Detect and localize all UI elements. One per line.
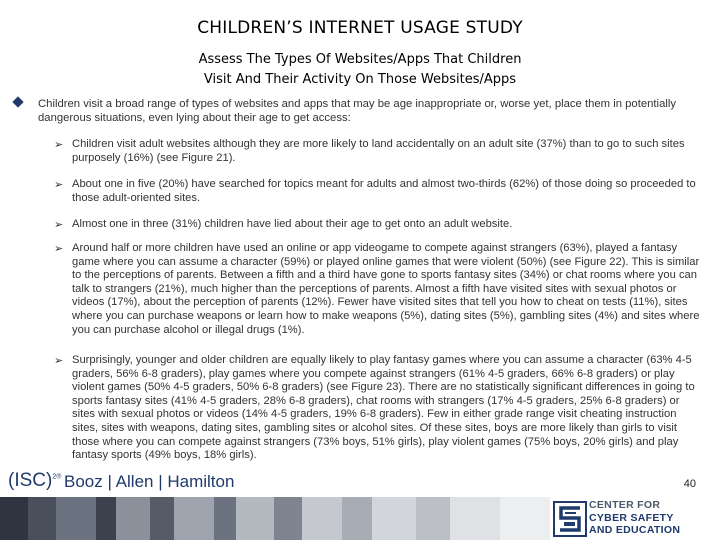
- ccse-logo-text: [589, 499, 717, 537]
- footer-tile: [56, 497, 96, 540]
- footer-tile: [302, 497, 342, 540]
- isc2-logo: [8, 470, 61, 496]
- footer-tile: [274, 497, 302, 540]
- page-subtitle: [0, 50, 720, 90]
- footer-tile: [0, 497, 28, 540]
- arrow-bullet-icon: ➢: [54, 138, 64, 151]
- subtitle-line-1: Assess The Types Of Websites/Apps That Children: [198, 52, 522, 67]
- footer-tile: [450, 497, 500, 540]
- arrow-bullet-icon: ➢: [54, 354, 64, 367]
- footer-tile: [96, 497, 116, 540]
- diamond-bullet-icon: [12, 96, 23, 107]
- footer-tile: [28, 497, 56, 540]
- ccse-logo-mark-icon: [553, 501, 587, 537]
- arrow-bullet-icon: ➢: [54, 178, 64, 191]
- footer-tile: [214, 497, 236, 540]
- isc2-logo-text: (ISC): [8, 470, 53, 491]
- page-number: 40: [683, 478, 696, 490]
- page-title: CHILDREN’S INTERNET USAGE STUDY: [197, 18, 523, 38]
- list-item-text: Almost one in three (31%) children have lied about their age to get onto an adult website.: [72, 218, 513, 230]
- list-item-text: Children visit adult websites although they are more likely to land accidentally on an adult site (37%) than to go to such sites purposely (16%) (see Figure 21).: [72, 138, 685, 164]
- footer-tile: [150, 497, 174, 540]
- list-item-text: Around half or more children have used an online or app videogame to compete against strangers (63%), played a fantasy game where you can assume a character (59%) or played online games that were violent (50%) (see Figure 22). This is similar to the perceptions of parents. Between a fifth and a third have gone to sports fantasy sites (34%) or chat rooms where you can talk to strangers (21%), much higher than the perceptions of parents. Almost a fifth have visited sites with sexual photos or videos (17%), about the perception of parents (12%). Fewer have visited sites that tell you how to cheat on tests (11%), sites where you can purchase weapons or learn how to make weapons (5%), dating sites (5%), gambling sites (4%) and sites where you can purchase alcohol or illegal drugs (1%).: [72, 242, 700, 336]
- subtitle-line-2: Visit And Their Activity On Those Websites/Apps: [203, 72, 517, 87]
- isc2-logo-sup: 2®: [52, 473, 62, 481]
- footer-tile: [342, 497, 372, 540]
- list-item-text: Surprisingly, younger and older children are equally likely to play fantasy games where you can assume a character (63% 4-5 graders, 56% 6-8 graders), play games where you compete against strangers (61% 4-5 graders, 66% 6-8 graders) or play violent games (50% 4-5 graders, 50% 6-8 graders) (see Figure 23). There are no statistically significant differences in going to sports fantasy sites (41% 4-5 graders, 28% 6-8 graders), chat rooms with strangers (17% 4-5 graders, 25% 6-8 graders) or sites with sexual photos or videos (14% 4-5 graders, 19% 6-8 graders). Few in either grade range visit cheating instruction sites, sites with weapons, dating sites, gambling sites or alcohol sites. Of these sites, boys are more likely than girls to visit those where you can compete against strangers (73% boys, 51% girls), play violent games (75% boys, 20% girls) and play fantasy sports (49% boys, 18% girls).: [72, 354, 695, 462]
- footer-tile: [236, 497, 274, 540]
- ccse-logo: [553, 499, 717, 539]
- arrow-bullet-icon: ➢: [54, 218, 64, 231]
- ccse-line-2: CYBER SAFETY: [589, 511, 674, 524]
- list-item-text: About one in five (20%) have searched for topics meant for adults and almost two-thirds (62%) of those doing so proceeded to those adult-oriented sites.: [72, 178, 696, 204]
- main-bullet-text: Children visit a broad range of types of websites and apps that may be age inappropriate or, worse yet, place them in potentially dangerous situations, even lying about their age to get access:: [38, 98, 677, 124]
- footer-tile: [416, 497, 450, 540]
- ccse-line-1: CENTER FOR: [589, 499, 661, 511]
- booz-allen-hamilton-logo: Booz | Allen | Hamilton: [64, 472, 235, 491]
- footer-tile: [500, 497, 550, 540]
- footer-tile: [116, 497, 150, 540]
- footer-tile: [372, 497, 416, 540]
- ccse-line-3: AND EDUCATION: [589, 524, 681, 536]
- arrow-bullet-icon: ➢: [54, 242, 64, 255]
- footer-tile: [174, 497, 214, 540]
